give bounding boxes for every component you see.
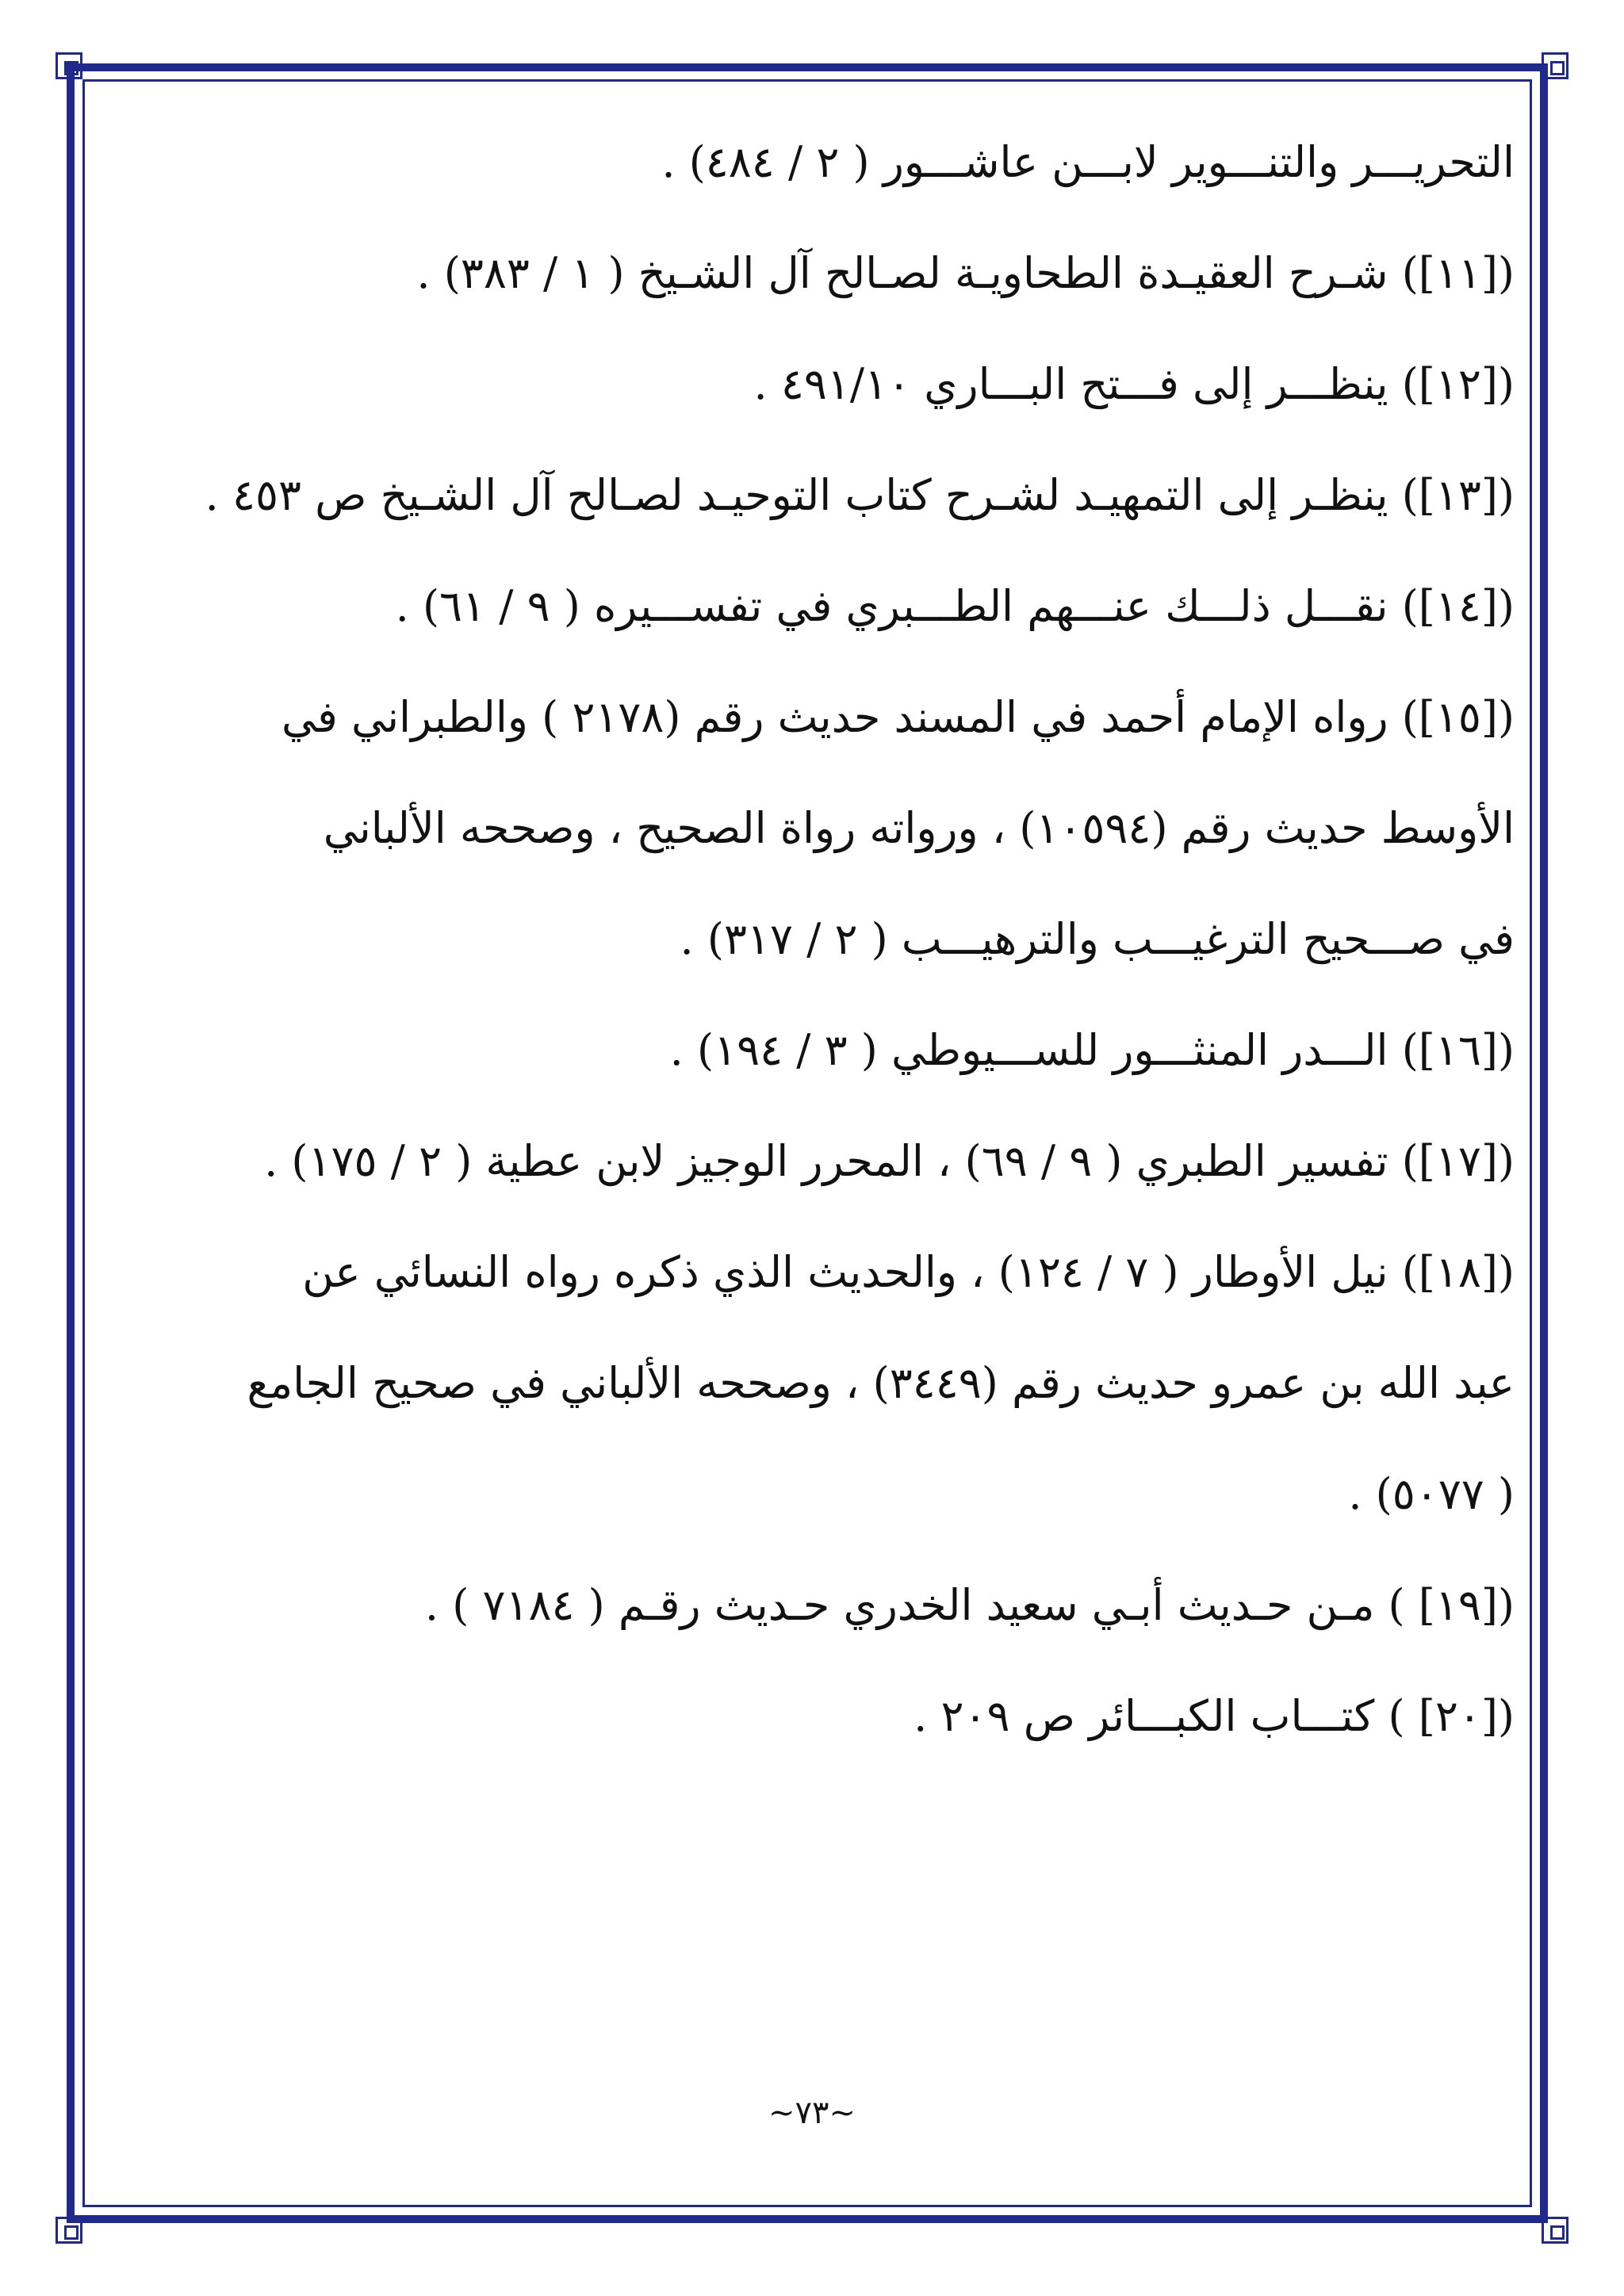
footnote-line: التحريـــر والتنـــوير لابـــن عاشـــور ( ٢ / ٤٨٤) . — [661, 137, 1515, 187]
footnote-line: ([١٩] ) مـن حـديث أبـي سعيد الخدري حـديث رقـم ( ٧١٨٤ ) . — [424, 1580, 1515, 1630]
corner-ornament-top-right — [1542, 52, 1568, 79]
footnote-line: ( ٥٠٧٧) . — [1348, 1469, 1515, 1519]
footnote-line: عبد الله بن عمرو حديث رقم (٣٤٤٩) ، وصححه الألباني في صحيح الجامع — [247, 1358, 1515, 1408]
page-number: ~٧٣~ — [768, 2095, 856, 2131]
footnote-line: ([١٤]) نقـــل ذلـــك عنـــهم الطـــبري في تفســـيره ( ٩ / ٦١) . — [395, 581, 1515, 631]
footnote-line: في صـــحيح الترغيـــب والترهيـــب ( ٢ / ٣١٧) . — [680, 914, 1515, 964]
footnote-line: ([٢٠] ) كتـــاب الكبـــائر ص ٢٠٩ . — [914, 1691, 1515, 1741]
footnote-line: ([١١]) شـرح العقيـدة الطحاويـة لصـالح آل الشـيخ ( ١ / ٣٨٣) . — [416, 248, 1515, 298]
footnote-line: ([١٨]) نيل الأوطار ( ٧ / ١٢٤) ، والحديث الذي ذكره رواه النسائي عن — [302, 1247, 1515, 1297]
footnote-line: ([١٣]) ينظـر إلى التمهيـد لشـرح كتاب التوحيـد لصـالح آل الشـيخ ص ٤٥٣ . — [205, 470, 1515, 520]
corner-ornament-bottom-right — [1542, 2217, 1568, 2244]
corner-ornament-bottom-left — [56, 2217, 82, 2244]
footnotes-body — [151, 119, 1515, 2149]
footnote-line: الأوسط حديث رقم (١٠٥٩٤) ، ورواته رواة الصحيح ، وصححه الألباني — [323, 803, 1515, 853]
footnote-line: ([١٥]) رواه الإمام أحمد في المسند حديث رقم (٢١٧٨ ) والطبراني في — [282, 692, 1515, 742]
footnote-line: ([١٧]) تفسير الطبري ( ٩ / ٦٩) ، المحرر الوجيز لابن عطية ( ٢ / ١٧٥) . — [264, 1136, 1515, 1186]
footnote-line: ([١٦]) الـــدر المنثـــور للســـيوطي ( ٣ / ١٩٤) . — [669, 1025, 1515, 1075]
footnote-line: ([١٢]) ينظـــر إلى فـــتح البـــاري ٤٩١/١٠ . — [753, 359, 1515, 409]
corner-ornament-top-left — [56, 52, 82, 79]
